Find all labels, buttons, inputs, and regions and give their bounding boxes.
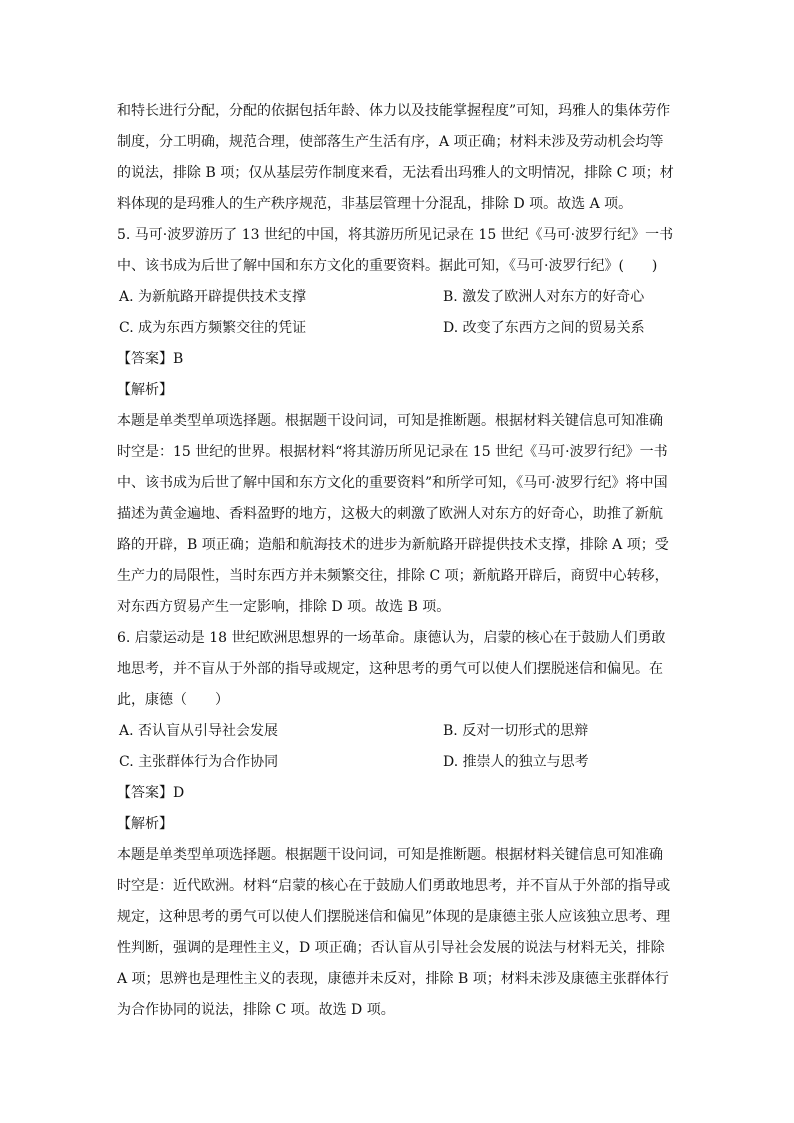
option-b: B. 反对一切形式的思辩 xyxy=(443,723,589,739)
analysis-line: 生产力的局限性，当时东西方并未频繁交往，排除 C 项；新航路开辟后，商贸中心转移， xyxy=(117,568,669,584)
answer-label: 【答案】B xyxy=(117,351,184,367)
analysis-line: 性判断，强调的是理性主义，D 项正确；否认盲从引导社会发展的说法与材料无关，排除 xyxy=(117,940,665,956)
analysis-label: 【解析】 xyxy=(117,816,173,832)
option-a: A. 为新航路开辟提供技术支撑 xyxy=(119,289,307,305)
document-page xyxy=(117,96,677,1026)
question-stem-line: 此，康德（ ） xyxy=(117,692,229,708)
analysis-line: 本题是单类型单项选择题。根据题干设问词，可知是推断题。根据材料关键信息可知准确 xyxy=(117,847,663,863)
question-6 xyxy=(117,623,677,1026)
options-row xyxy=(117,282,677,313)
analysis-line: 对东西方贸易产生一定影响，排除 D 项。故选 B 项。 xyxy=(117,599,451,615)
option-c: C. 成为东西方频繁交往的凭证 xyxy=(119,320,307,336)
text-line: 料体现的是玛雅人的生产秩序规范，非基层管理十分混乱，排除 D 项。故选 A 项。 xyxy=(117,196,633,212)
text-line: 的说法，排除 B 项；仅从基层劳作制度来看，无法看出玛雅人的文明情况，排除 C 项；材 xyxy=(117,165,674,181)
option-d: D. 推崇人的独立与思考 xyxy=(443,754,589,770)
text-line: 和特长进行分配，分配的依据包括年龄、体力以及技能掌握程度”可知，玛雅人的集体劳作 xyxy=(117,103,671,119)
analysis-line: 中、该书成为后世了解中国和东方文化的重要资料”和所学可知，《马可·波罗行纪》将中国 xyxy=(117,475,668,491)
option-c: C. 主张群体行为合作协同 xyxy=(119,754,279,770)
question-stem-line: 地思考，并不盲从于外部的指导或规定，这种思考的勇气可以使人们摆脱迷信和偏见。在 xyxy=(117,661,663,677)
question-stem-line: 中、该书成为后世了解中国和东方文化的重要资料。据此可知，《马可·波罗行纪》( ) xyxy=(117,258,658,274)
answer-label: 【答案】D xyxy=(117,785,185,801)
analysis-line: 规定，这种思考的勇气可以使人们摆脱迷信和偏见”体现的是康德主张人应该独立思考、理 xyxy=(117,909,671,925)
analysis-label: 【解析】 xyxy=(117,382,173,398)
analysis-line: 本题是单类型单项选择题。根据题干设问词，可知是推断题。根据材料关键信息可知准确 xyxy=(117,413,663,429)
analysis-line: 描述为黄金遍地、香料盈野的地方，这极大的刺激了欧洲人对东方的好奇心，助推了新航 xyxy=(117,506,663,522)
option-b: B. 激发了欧洲人对东方的好奇心 xyxy=(443,289,645,305)
question-stem-line: 6. 启蒙运动是 18 世纪欧洲思想界的一场革命。康德认为，启蒙的核心在于鼓励人们勇敢 xyxy=(117,630,666,646)
analysis-line: A 项；思辨也是理性主义的表现，康德并未反对，排除 B 项；材料未涉及康德主张群体行 xyxy=(117,971,669,987)
option-d: D. 改变了东西方之间的贸易关系 xyxy=(443,320,645,336)
option-a: A. 否认盲从引导社会发展 xyxy=(119,723,279,739)
analysis-line: 路的开辟，B 项正确；造船和航海技术的进步为新航路开辟提供技术支撑，排除 A 项；受 xyxy=(117,537,669,553)
analysis-line: 时空是：15 世纪的世界。根据材料“将其游历所见记录在 15 世纪《马可·波罗行纪》一书 xyxy=(117,444,668,460)
analysis-line: 为合作协同的说法，排除 C 项。故选 D 项。 xyxy=(117,1002,395,1018)
question-stem-line: 5. 马可·波罗游历了 13 世纪的中国，将其游历所见记录在 15 世纪《马可·波罗行纪》一书 xyxy=(117,227,674,243)
options-row xyxy=(117,747,677,778)
previous-explanation xyxy=(117,96,677,220)
options-row xyxy=(117,716,677,747)
options-row xyxy=(117,313,677,344)
question-5 xyxy=(117,220,677,623)
text-line: 制度，分工明确，规范合理，使部落生产生活有序，A 项正确；材料未涉及劳动机会均等 xyxy=(117,134,664,150)
analysis-line: 时空是：近代欧洲。材料“启蒙的核心在于鼓励人们勇敢地思考，并不盲从于外部的指导或 xyxy=(117,878,671,894)
